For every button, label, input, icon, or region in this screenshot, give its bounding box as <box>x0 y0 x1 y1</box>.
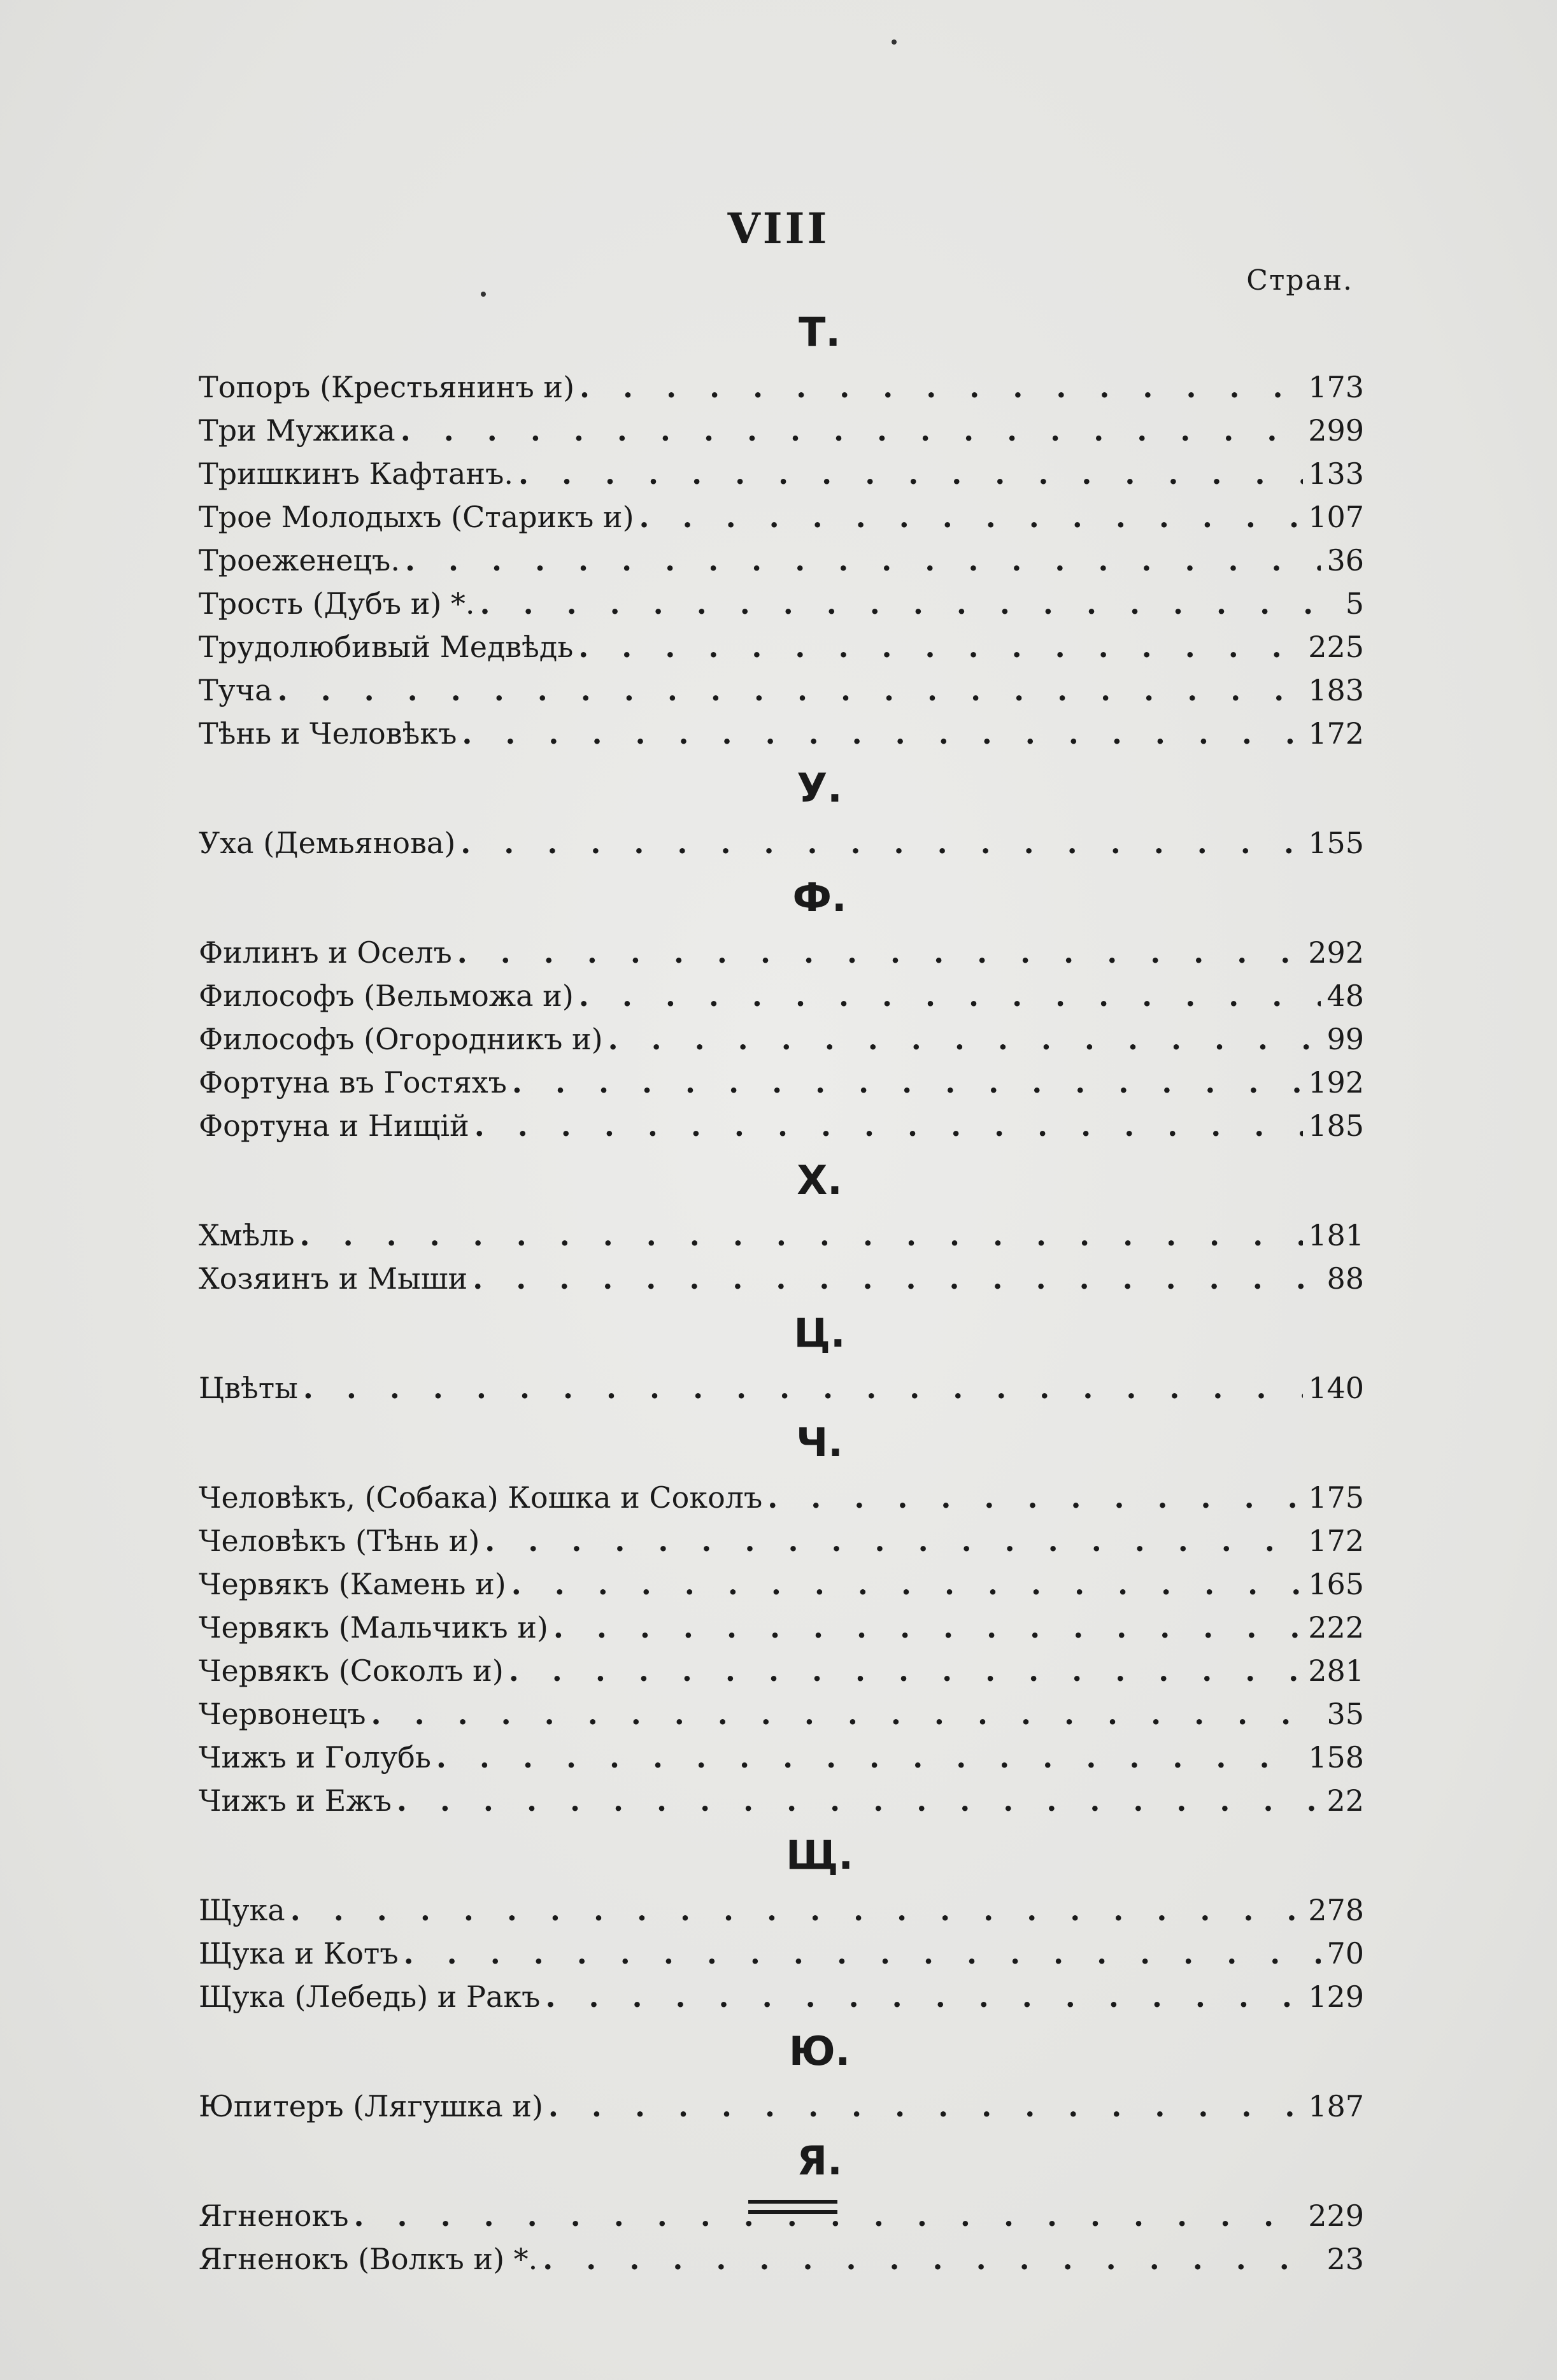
index-entry <box>199 1779 1364 1822</box>
entry-page-number: 88 <box>1326 1261 1364 1296</box>
entry-title: Юпитеръ (Лягушка и) <box>199 2089 543 2123</box>
dot-leader <box>608 1017 1321 1061</box>
dot-leader <box>543 2237 1321 2281</box>
dot-leader <box>485 1519 1303 1562</box>
index-entry <box>199 1736 1364 1779</box>
entry-page-number: 183 <box>1308 673 1364 707</box>
entry-title: Червякъ (Камень и) <box>199 1567 506 1601</box>
page-number: VIII <box>727 204 830 253</box>
entry-title: Филинъ и Оселъ <box>199 935 452 970</box>
dot-leader <box>462 712 1303 755</box>
entry-page-number: 229 <box>1308 2199 1364 2233</box>
section-letter-heading: Ч. <box>796 1419 843 1466</box>
index-entry <box>199 582 1364 625</box>
index-entry <box>199 1257 1364 1300</box>
index-entry <box>199 2085 1364 2128</box>
dot-leader <box>518 452 1303 495</box>
entry-title: Человѣкъ (Тѣнь и) <box>199 1524 480 1558</box>
index-entry <box>199 1888 1364 1932</box>
entry-page-number: 181 <box>1308 1218 1364 1252</box>
entry-title: Хозяинъ и Мыши <box>199 1261 468 1296</box>
index-entry <box>199 1932 1364 1975</box>
entry-title: Чижъ и Ежъ <box>199 1783 392 1818</box>
index-entry <box>199 1649 1364 1692</box>
entry-page-number: 185 <box>1308 1109 1364 1143</box>
dot-leader <box>509 1649 1303 1692</box>
index-entry <box>199 1519 1364 1562</box>
entry-title: Щука и Котъ <box>199 1936 399 1971</box>
alphabetical-index <box>199 299 1364 2281</box>
section-letter-heading: Ц. <box>793 1310 846 1356</box>
index-entry <box>199 1104 1364 1147</box>
entry-title: Хмѣль <box>199 1218 295 1252</box>
entry-title: Ягненокъ (Волкъ и) *. <box>199 2242 538 2276</box>
entry-title: Червонецъ <box>199 1697 366 1731</box>
section-letter-heading: Ф. <box>792 874 847 921</box>
index-entry <box>199 931 1364 974</box>
index-entry <box>199 1214 1364 1257</box>
entry-title: Философъ (Огородникъ и) <box>199 1022 603 1056</box>
dot-leader <box>460 821 1303 865</box>
index-entry <box>199 495 1364 539</box>
section-letter-heading: Ю. <box>788 2028 851 2074</box>
index-entry <box>199 821 1364 865</box>
entry-page-number: 192 <box>1308 1065 1364 1100</box>
index-entry <box>199 1562 1364 1606</box>
index-entry <box>199 539 1364 582</box>
entry-page-number: 107 <box>1308 500 1364 534</box>
entry-page-number: 23 <box>1326 2242 1364 2276</box>
entry-page-number: 278 <box>1308 1893 1364 1927</box>
dot-leader <box>436 1736 1303 1779</box>
entry-title: Чижъ и Голубь <box>199 1740 431 1774</box>
index-entry <box>199 1975 1364 2018</box>
index-entry <box>199 1061 1364 1104</box>
index-entry <box>199 2237 1364 2281</box>
index-entry <box>199 1606 1364 1649</box>
entry-page-number: 187 <box>1308 2089 1364 2123</box>
dot-leader <box>290 1888 1303 1932</box>
entry-title: Троеженецъ. <box>199 543 400 577</box>
section-letter-heading: Щ. <box>786 1832 853 1878</box>
entry-title: Три Мужика <box>199 413 395 448</box>
dot-leader <box>579 365 1303 409</box>
entry-page-number: 133 <box>1308 457 1364 491</box>
index-entry <box>199 1366 1364 1410</box>
entry-page-number: 22 <box>1326 1783 1364 1818</box>
dot-leader <box>474 1104 1303 1147</box>
index-entry <box>199 625 1364 669</box>
entry-title: Щука (Лебедь) и Ракъ <box>199 1980 541 2014</box>
entry-page-number: 140 <box>1308 1371 1364 1405</box>
entry-page-number: 222 <box>1308 1610 1364 1645</box>
entry-title: Человѣкъ, (Собака) Кошка и Соколъ <box>199 1480 763 1515</box>
index-entry <box>199 1017 1364 1061</box>
entry-page-number: 299 <box>1308 413 1364 448</box>
dot-leader <box>545 1975 1303 2018</box>
index-entry <box>199 974 1364 1017</box>
entry-title: Трудолюбивый Медвѣдь <box>199 630 574 664</box>
index-entry <box>199 409 1364 452</box>
entry-page-number: 292 <box>1308 935 1364 970</box>
entry-title: Ягненокъ <box>199 2199 349 2233</box>
dot-leader <box>548 2085 1303 2128</box>
entry-page-number: 175 <box>1308 1480 1364 1515</box>
index-entry <box>199 1692 1364 1736</box>
entry-title: Фортуна и Нищій <box>199 1109 469 1143</box>
entry-title: Щука <box>199 1893 285 1927</box>
dot-leader <box>371 1692 1321 1736</box>
ink-speck <box>481 292 486 297</box>
index-entry <box>199 1476 1364 1519</box>
entry-page-number: 173 <box>1308 370 1364 404</box>
entry-page-number: 70 <box>1326 1936 1364 1971</box>
entry-title: Тѣнь и Человѣкъ <box>199 716 457 751</box>
entry-page-number: 165 <box>1308 1567 1364 1601</box>
entry-page-number: 129 <box>1308 1980 1364 2014</box>
entry-page-number: 225 <box>1308 630 1364 664</box>
entry-page-number: 172 <box>1308 716 1364 751</box>
entry-title: Червякъ (Соколъ и) <box>199 1654 504 1688</box>
index-entry <box>199 669 1364 712</box>
dot-leader <box>404 1932 1321 1975</box>
section-letter-heading: У. <box>797 765 842 811</box>
end-double-rule <box>748 2200 837 2214</box>
entry-page-number: 158 <box>1308 1740 1364 1774</box>
entry-title: Трость (Дубъ и) *. <box>199 586 475 621</box>
page-column-header: Стран. <box>1246 264 1353 297</box>
entry-page-number: 35 <box>1326 1697 1364 1731</box>
entry-page-number: 99 <box>1326 1022 1364 1056</box>
dot-leader <box>512 1061 1303 1104</box>
dot-leader <box>397 1779 1321 1822</box>
dot-leader <box>639 495 1304 539</box>
index-entry <box>199 365 1364 409</box>
entry-title: Туча <box>199 673 273 707</box>
dot-leader <box>767 1476 1303 1519</box>
dot-leader <box>473 1257 1321 1300</box>
entry-title: Червякъ (Мальчикъ и) <box>199 1610 548 1645</box>
section-letter-heading: Т. <box>799 309 841 355</box>
entry-page-number: 5 <box>1345 586 1364 621</box>
dot-leader <box>405 539 1321 582</box>
index-entry <box>199 712 1364 755</box>
entry-title: Тришкинъ Кафтанъ. <box>199 457 513 491</box>
entry-page-number: 48 <box>1326 979 1364 1013</box>
entry-page-number: 281 <box>1308 1654 1364 1688</box>
entry-title: Уха (Демьянова) <box>199 826 456 860</box>
dot-leader <box>278 669 1304 712</box>
dot-leader <box>401 409 1303 452</box>
dot-leader <box>579 974 1321 1017</box>
dot-leader <box>303 1366 1303 1410</box>
section-letter-heading: Я. <box>797 2137 842 2184</box>
entry-title: Цвѣты <box>199 1371 298 1405</box>
section-letter-heading: Х. <box>797 1157 842 1203</box>
entry-page-number: 36 <box>1326 543 1364 577</box>
dot-leader <box>578 625 1303 669</box>
entry-page-number: 155 <box>1308 826 1364 860</box>
entry-title: Топоръ (Крестьянинъ и) <box>199 370 575 404</box>
dot-leader <box>553 1606 1303 1649</box>
dot-leader <box>457 931 1303 974</box>
entry-title: Трое Молодыхъ (Старикъ и) <box>199 500 634 534</box>
dot-leader <box>480 582 1321 625</box>
index-entry <box>199 452 1364 495</box>
ink-speck <box>892 39 897 45</box>
entry-title: Фортуна въ Гостяхъ <box>199 1065 507 1100</box>
dot-leader <box>511 1562 1304 1606</box>
entry-title: Философъ (Вельможа и) <box>199 979 574 1013</box>
entry-page-number: 172 <box>1308 1524 1364 1558</box>
dot-leader <box>300 1214 1304 1257</box>
